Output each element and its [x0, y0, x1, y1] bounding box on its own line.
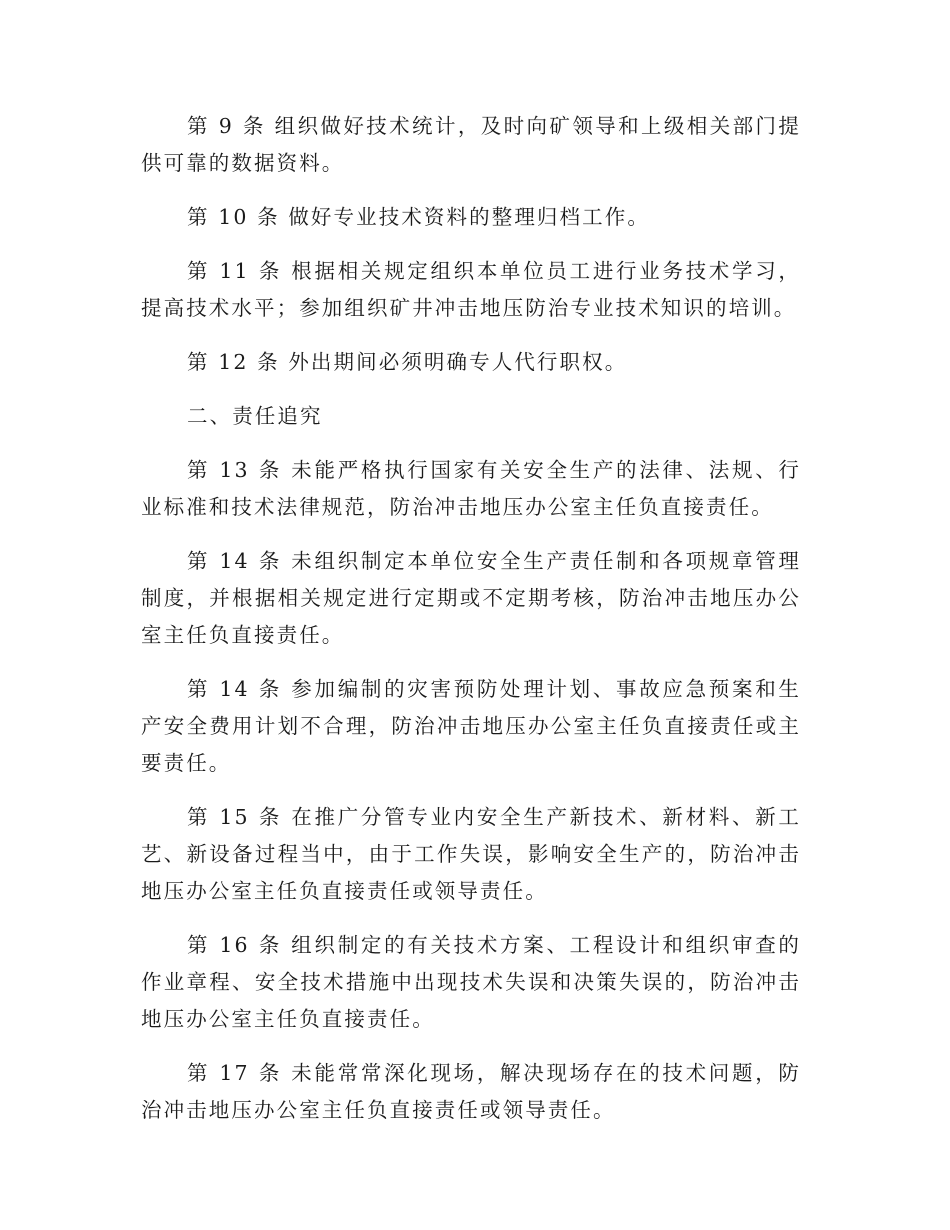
article-15: 第 15 条 在推广分管专业内安全生产新技术、新材料、新工艺、新设备过程当中，由于工作失误，影响安全生产的，防治冲击地压办公室主任负直接责任或领导责任。: [141, 805, 801, 903]
article-12: 第 12 条 外出期间必须明确专人代行职权。: [187, 350, 628, 374]
document-body: [141, 108, 801, 1146]
article-10: 第 10 条 做好专业技术资料的整理归档工作。: [187, 205, 650, 229]
article-9: 第 9 条 组织做好技术统计，及时向矿领导和上级相关部门提供可靠的数据资料。: [141, 114, 801, 175]
section-heading-responsibility: 二、责任追究: [187, 404, 323, 428]
article-17: 第 17 条 未能常常深化现场，解决现场存在的技术问题，防治冲击地压办公室主任负直接责任或领导责任。: [141, 1061, 801, 1122]
article-11: 第 11 条 根据相关规定组织本单位员工进行业务技术学习，提高技术水平；参加组织矿井冲击地压防治专业技术知识的培训。: [141, 259, 801, 320]
article-13: 第 13 条 未能严格执行国家有关安全生产的法律、法规、行业标准和技术法律规范，防治冲击地压办公室主任负直接责任。: [141, 458, 801, 519]
article-14-b: 第 14 条 参加编制的灾害预防处理计划、事故应急预案和生产安全费用计划不合理，防治冲击地压办公室主任负直接责任或主要责任。: [141, 677, 801, 775]
article-16: 第 16 条 组织制定的有关技术方案、工程设计和组织审查的作业章程、安全技术措施中出现技术失误和决策失误的，防治冲击地压办公室主任负直接责任。: [141, 933, 801, 1031]
article-14-a: 第 14 条 未组织制定本单位安全生产责任制和各项规章管理制度，并根据相关规定进行定期或不定期考核，防治冲击地压办公室主任负直接责任。: [141, 549, 801, 647]
